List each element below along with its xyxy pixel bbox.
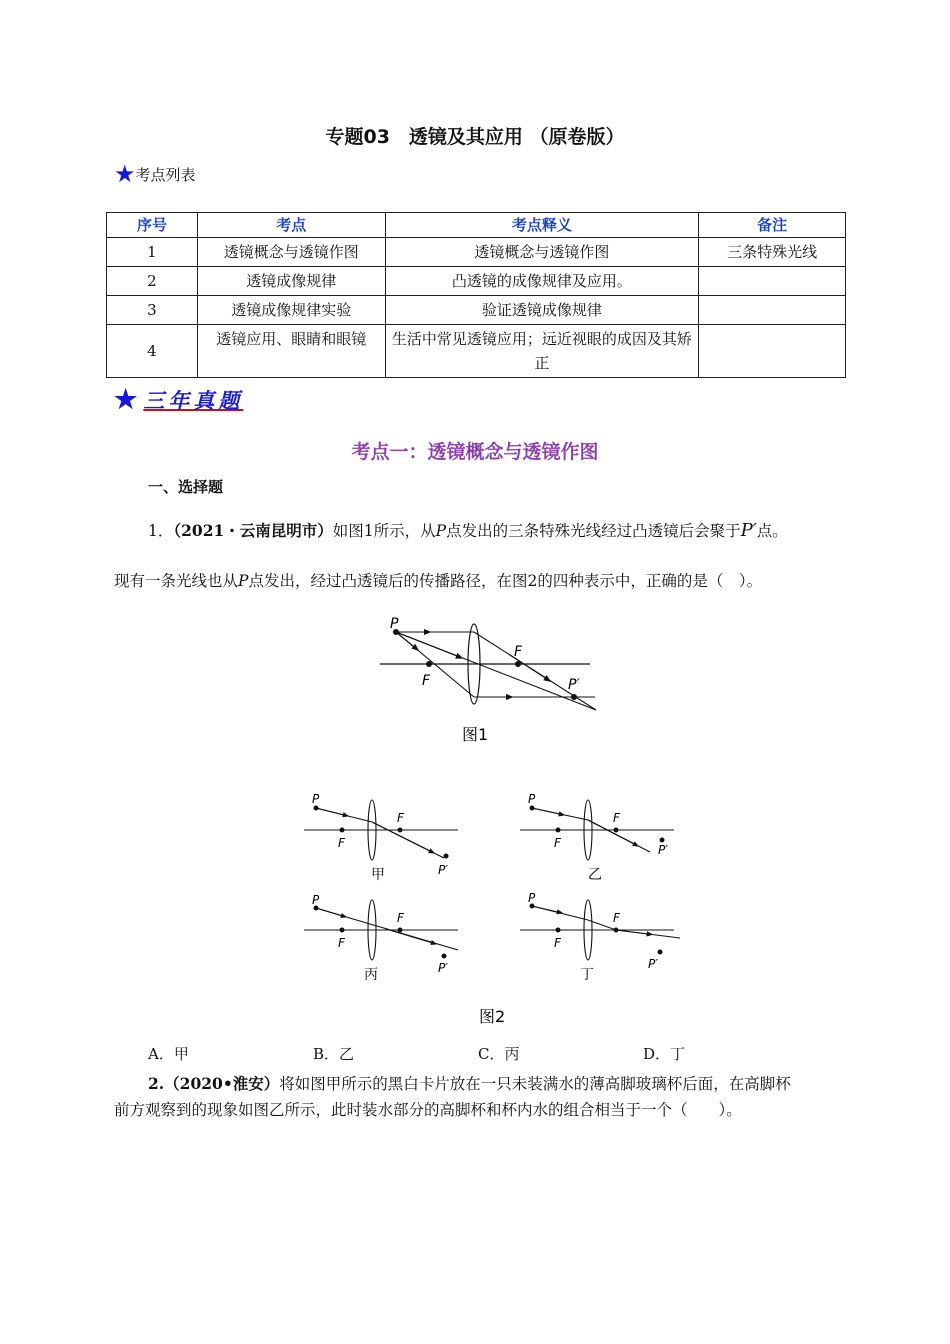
- option-c[interactable]: C．丙: [478, 1045, 520, 1063]
- label-f-right: F: [613, 911, 620, 925]
- q2-text-line1: 将如图甲所示的黑白卡片放在一只未装满水的薄高脚玻璃杯后面，在高脚杯: [279, 1075, 791, 1093]
- cell-topic: 透镜应用、眼睛和眼镜: [197, 325, 385, 378]
- cell-desc: 验证透镜成像规律: [385, 296, 699, 325]
- q1-text-b: 点发出的三条特殊光线经过凸透镜后会聚于: [446, 522, 741, 540]
- label-f-left: F: [338, 936, 345, 950]
- panel-bing: [304, 893, 458, 983]
- figure-2: [296, 786, 688, 1026]
- table-row: [107, 296, 846, 325]
- label-f-left: F: [554, 836, 561, 850]
- q1-p3: P: [238, 572, 249, 590]
- cell-no: 2: [107, 267, 198, 296]
- label-p-prime: P′: [568, 677, 580, 693]
- label-p: P: [528, 792, 536, 806]
- cell-topic: 透镜概念与透镜作图: [197, 238, 385, 267]
- ray-arrow: [396, 632, 418, 650]
- cell-desc: 透镜概念与透镜作图: [385, 238, 699, 267]
- question-2-line-1: [148, 1071, 848, 1097]
- kaodian-table: [106, 212, 846, 378]
- three-year-heading: [114, 385, 243, 415]
- three-year-label: 三年真题: [143, 388, 244, 413]
- cell-desc: 生活中常见透镜应用；远近视眼的成因及其矫正: [385, 325, 699, 378]
- option-a[interactable]: A．甲: [148, 1045, 189, 1063]
- cell-note: [699, 325, 846, 378]
- table-row: [107, 238, 846, 267]
- cell-topic: 透镜成像规律实验: [197, 296, 385, 325]
- table-row: [107, 325, 846, 378]
- cell-note: [699, 267, 846, 296]
- label-f-left: F: [422, 673, 431, 689]
- cell-topic: 透镜成像规律: [197, 267, 385, 296]
- focus-right: [515, 661, 521, 667]
- label-p-prime: P′: [658, 843, 668, 857]
- cell-no: 1: [107, 238, 198, 267]
- label-p: P: [390, 616, 399, 632]
- q1-num: 1．: [148, 522, 174, 540]
- kaodian-list-label: 考点列表: [135, 165, 196, 184]
- panel-label-yi: 乙: [588, 867, 602, 883]
- q1-line2-a: 现有一条光线也从: [114, 572, 239, 590]
- cell-note: 三条特殊光线: [699, 238, 846, 267]
- panel-label-jia: 甲: [371, 867, 385, 883]
- col-header-no: 序号: [107, 213, 198, 238]
- col-header-topic: 考点: [197, 213, 385, 238]
- figure-2-caption: 图2: [479, 1007, 506, 1026]
- col-header-desc: 考点释义: [385, 213, 699, 238]
- label-f-left: F: [338, 836, 345, 850]
- cell-desc: 凸透镜的成像规律及应用。: [385, 267, 699, 296]
- sub-title: 一、选择题: [148, 478, 224, 496]
- section-title: 考点一：透镜概念与透镜作图: [351, 441, 599, 463]
- focus-left: [426, 661, 432, 667]
- answer-options: [148, 1043, 808, 1064]
- q1-text-c: 点。: [756, 522, 788, 540]
- point-p-prime: [571, 694, 577, 700]
- panel-yi: [520, 792, 674, 883]
- panel-label-bing: 丙: [364, 967, 378, 983]
- label-f-right: F: [514, 644, 523, 660]
- question-1-line-1: [148, 518, 848, 544]
- q1-line2-b: 点发出，经过凸透镜后的传播路径，在图2的四种表示中，正确的是（ ）。: [248, 572, 763, 590]
- q1-p2: P′: [740, 520, 757, 541]
- label-p: P: [528, 891, 536, 905]
- label-p-prime: P′: [438, 961, 448, 975]
- star-icon: ★: [114, 385, 142, 415]
- label-f-right: F: [397, 911, 404, 925]
- ray-arrow: [396, 632, 462, 658]
- cell-no: 4: [107, 325, 198, 378]
- cell-note: [699, 296, 846, 325]
- table-row: [107, 267, 846, 296]
- panel-ding: [520, 891, 680, 983]
- question-2-line-2: 前方观察到的现象如图乙所示，此时装水部分的高脚杯和杯内水的组合相当于一个（ ）。: [114, 1101, 742, 1119]
- q1-text-a: 如图1所示，从: [332, 522, 436, 540]
- label-p-prime: P′: [438, 863, 448, 877]
- label-f-right: F: [397, 811, 404, 825]
- question-1-line-2: [114, 568, 854, 594]
- label-p-prime: P′: [648, 957, 658, 971]
- q1-p1: P: [435, 522, 447, 540]
- col-header-note: 备注: [699, 213, 846, 238]
- label-p: P: [312, 893, 320, 907]
- figure-1: [370, 612, 610, 747]
- option-b[interactable]: B．乙: [313, 1045, 355, 1063]
- kaodian-list-heading: [114, 162, 196, 186]
- label-f-right: F: [613, 811, 620, 825]
- table-header-row: [107, 213, 846, 238]
- panel-jia: [304, 792, 458, 883]
- label-f-left: F: [554, 936, 561, 950]
- figure-1-caption: 图1: [462, 725, 489, 744]
- panel-label-ding: 丁: [580, 967, 594, 983]
- page-title: 专题03 透镜及其应用 （原卷版）: [325, 126, 625, 148]
- star-icon: ★: [114, 160, 136, 188]
- q1-source: （2021・云南昆明市）: [173, 521, 333, 540]
- q2-source: 2.（2020•淮安）: [148, 1074, 280, 1093]
- option-d[interactable]: D．丁: [643, 1045, 686, 1063]
- label-p: P: [312, 792, 320, 806]
- cell-no: 3: [107, 296, 198, 325]
